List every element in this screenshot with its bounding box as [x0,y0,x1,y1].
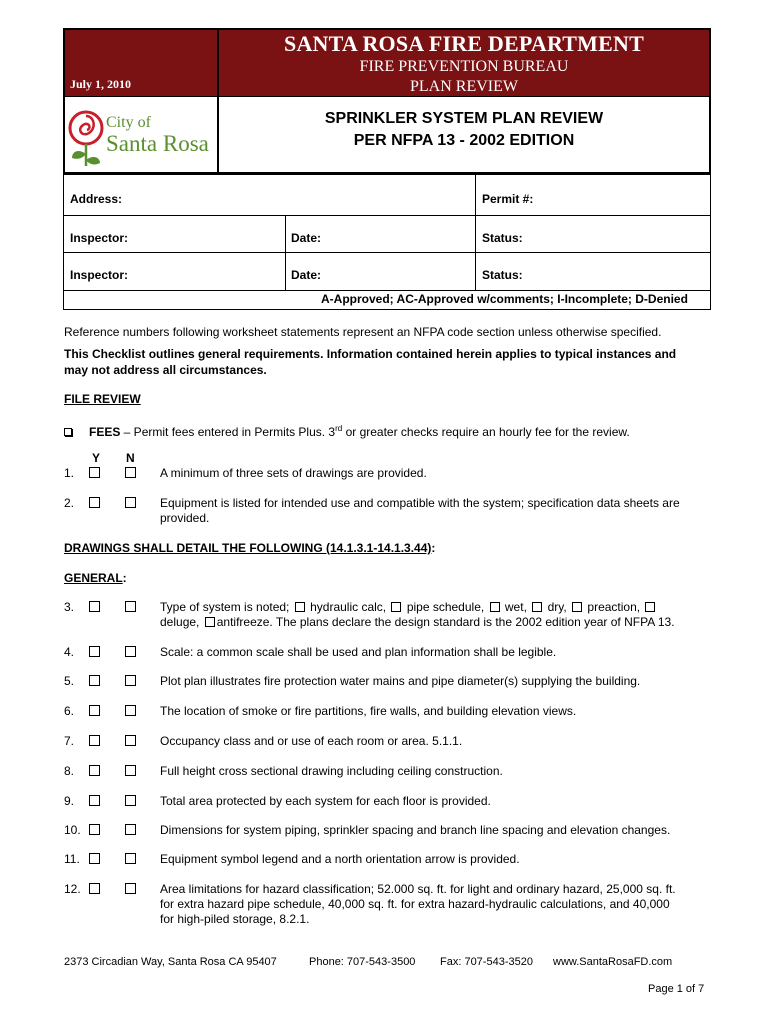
page-number: Page 1 of 7 [648,983,705,995]
drawings-heading: DRAWINGS SHALL DETAIL THE FOLLOWING (14.1.3.1-14.1.3.44): [64,541,436,555]
item-no-checkbox[interactable] [125,646,136,657]
item-12-text-line3: for high-piled storage, 8.2.1. [160,912,310,926]
item-text: Scale: a common scale shall be used and plan information shall be legible. [160,645,557,659]
pipe-schedule-checkbox[interactable] [391,602,401,612]
date-field-1[interactable]: Date: [291,231,322,245]
deluge-checkbox[interactable] [645,602,655,612]
city-rose-logo-icon [68,108,104,170]
yes-column-header: Y [92,451,101,465]
wet-checkbox[interactable] [490,602,500,612]
item-yes-checkbox[interactable] [89,795,100,806]
reference-note: Reference numbers following worksheet statements represent an NFPA code section unless otherwise specified. [64,325,662,339]
item-number: 6. [64,704,75,718]
date-field-2[interactable]: Date: [291,268,322,282]
permit-number-field[interactable]: Permit #: [482,192,534,206]
footer-address: 2373 Circadian Way, Santa Rosa CA 95407 [64,956,277,968]
checklist-note-line1: This Checklist outlines general requirements. Information contained herein applies to typical instances and [64,347,677,361]
item-yes-checkbox[interactable] [89,675,100,686]
item-2-yes-checkbox[interactable] [89,497,100,508]
form-title-line2: PER NFPA 13 - 2002 EDITION [353,132,575,149]
status-field-2[interactable]: Status: [482,268,523,282]
item-number: 5. [64,674,75,688]
item-text: Plot plan illustrates fire protection water mains and pipe diameter(s) supplying the building. [160,674,641,688]
item-text: The location of smoke or fire partitions, fire walls, and building elevation views. [160,704,577,718]
item-number: 3. [64,600,75,614]
item-1-yes-checkbox[interactable] [89,467,100,478]
revision-date: July 1, 2010 [70,77,132,91]
item-number: 2. [64,496,75,510]
item-no-checkbox[interactable] [125,735,136,746]
item-number: 10. [64,823,81,837]
item-12-yes-checkbox[interactable] [89,883,100,894]
item-no-checkbox[interactable] [125,705,136,716]
logo-santa-rosa: Santa Rosa [106,131,209,156]
item-yes-checkbox[interactable] [89,824,100,835]
item-number: 12. [64,882,81,896]
logo-city-of: City of [106,114,151,131]
item-text: Total area protected by each system for each floor is provided. [160,794,491,808]
inspector-field-1[interactable]: Inspector: [70,231,129,245]
item-3-text-line2: deluge, antifreeze. The plans declare the design standard is the 2002 edition year of NFPA 13. [160,615,675,629]
footer-fax: Fax: 707-543-3520 [440,956,533,968]
item-yes-checkbox[interactable] [89,853,100,864]
item-3-no-checkbox[interactable] [125,601,136,612]
item-yes-checkbox[interactable] [89,735,100,746]
footer-phone: Phone: 707-543-3500 [309,956,416,968]
hydraulic-calc-checkbox[interactable] [295,602,305,612]
form-title-line1: SPRINKLER SYSTEM PLAN REVIEW [324,110,604,127]
general-heading: GENERAL: [64,571,127,585]
inspector-field-2[interactable]: Inspector: [70,268,129,282]
item-number: 9. [64,794,75,808]
item-2-text-line2: provided. [160,511,210,525]
dry-checkbox[interactable] [532,602,542,612]
item-number: 4. [64,645,75,659]
fees-line: FEES – Permit fees entered in Permits Plus. 3rd or greater checks require an hourly fee for the review. [89,424,630,439]
bureau-name: FIRE PREVENTION BUREAU [359,58,569,75]
item-12-text-line1: Area limitations for hazard classification; 52.000 sq. ft. for light and ordinary hazard, 25,000 sq. ft. [160,882,676,896]
item-12-no-checkbox[interactable] [125,883,136,894]
item-text: Equipment symbol legend and a north orientation arrow is provided. [160,852,520,866]
item-3-text-line1: Type of system is noted; hydraulic calc, pipe schedule, wet, dry, preaction, [160,600,657,615]
item-text: Full height cross sectional drawing including ceiling construction. [160,764,503,778]
department-name: SANTA ROSA FIRE DEPARTMENT [284,31,644,56]
item-text: Dimensions for system piping, sprinkler spacing and branch line spacing and elevation changes. [160,823,671,837]
address-field[interactable]: Address: [70,192,123,206]
permit-info-table [63,174,711,310]
section-name: PLAN REVIEW [410,78,518,95]
item-number: 8. [64,764,75,778]
item-3-yes-checkbox[interactable] [89,601,100,612]
item-number: 1. [64,466,75,480]
item-1-no-checkbox[interactable] [125,467,136,478]
header-divider-horizontal [65,96,709,97]
item-number: 11. [64,852,80,866]
checklist-note-line2: may not address all circumstances. [64,363,267,377]
antifreeze-checkbox[interactable] [205,617,215,627]
item-no-checkbox[interactable] [125,795,136,806]
item-text: Occupancy class and or use of each room or area. 5.1.1. [160,734,463,748]
item-no-checkbox[interactable] [125,675,136,686]
preaction-checkbox[interactable] [572,602,582,612]
no-column-header: N [126,451,135,465]
item-1-text: A minimum of three sets of drawings are provided. [160,466,427,480]
fees-checkbox[interactable] [64,423,72,441]
item-2-no-checkbox[interactable] [125,497,136,508]
item-no-checkbox[interactable] [125,765,136,776]
item-no-checkbox[interactable] [125,853,136,864]
item-yes-checkbox[interactable] [89,646,100,657]
item-2-text-line1: Equipment is listed for intended use and compatible with the system; specification data sheets are [160,496,680,510]
item-no-checkbox[interactable] [125,824,136,835]
file-review-heading: FILE REVIEW [64,392,141,406]
item-number: 7. [64,734,75,748]
item-12-text-line2: for extra hazard pipe schedule, 40,000 sq. ft. for extra hazard-hydraulic calculations, and 40,000 [160,897,670,911]
item-yes-checkbox[interactable] [89,765,100,776]
status-legend: A-Approved; AC-Approved w/comments; I-Incomplete; D-Denied [321,292,688,306]
footer-website[interactable]: www.SantaRosaFD.com [553,956,673,968]
item-yes-checkbox[interactable] [89,705,100,716]
status-field-1[interactable]: Status: [482,231,523,245]
